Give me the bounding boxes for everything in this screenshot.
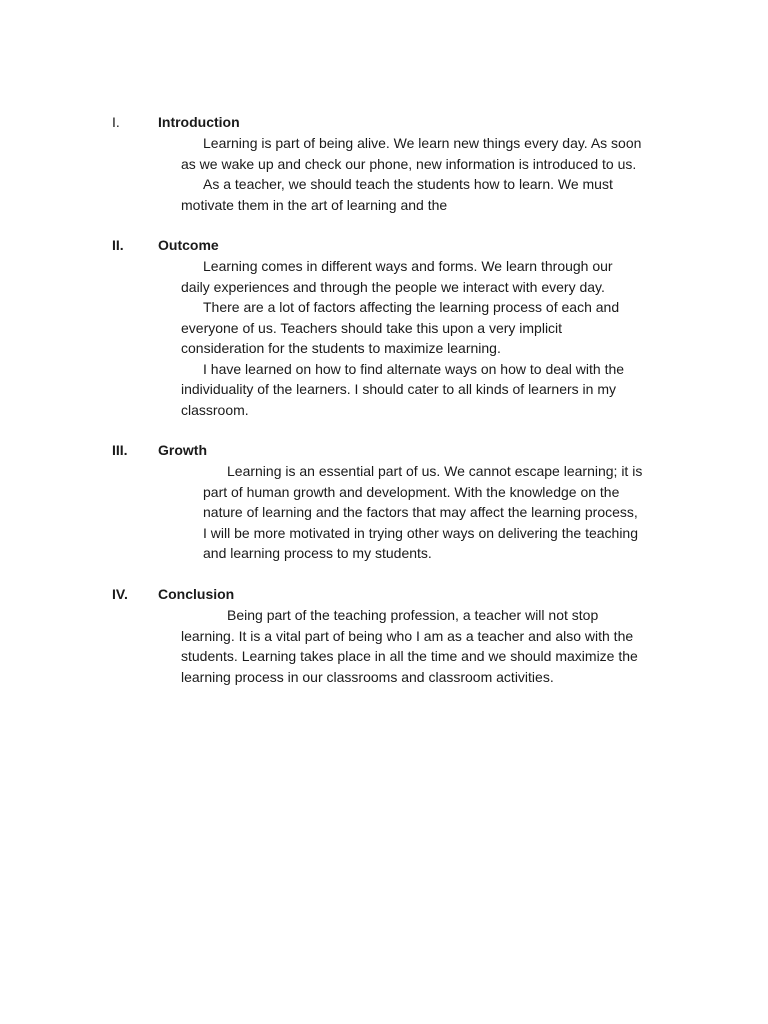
paragraph-line: There are a lot of factors affecting the learning process of each and (203, 299, 620, 315)
paragraph-line: motivate them in the art of learning and the (181, 196, 448, 213)
paragraph-line: everyone of us. Teachers should take this upon a very implicit (181, 319, 563, 336)
paragraph-line: daily experiences and through the people we interact with every day. (181, 278, 605, 295)
paragraph-line: As a teacher, we should teach the students how to learn. We must (203, 176, 613, 192)
section-heading: Growth (158, 442, 207, 458)
paragraph-line: Learning is an essential part of us. We cannot escape learning; it is (227, 463, 643, 479)
paragraph-line: Learning comes in different ways and forms. We learn through our (203, 258, 613, 274)
section-heading: Introduction (158, 114, 240, 130)
paragraph-line: individuality of the learners. I should cater to all kinds of learners in my (181, 381, 616, 397)
paragraph-line: as we wake up and check our phone, new information is introduced to us. (181, 155, 637, 172)
paragraph-line: part of human growth and development. With the knowledge on the (203, 483, 620, 500)
section-numeral: III. (112, 442, 128, 458)
paragraph-line: learning. It is a vital part of being who I am as a teacher and also with the (181, 627, 634, 644)
paragraph-line: learning process in our classrooms and classroom activities. (181, 668, 554, 685)
paragraph-line: students. Learning takes place in all the time and we should maximize the (181, 648, 638, 664)
paragraph-line: I have learned on how to find alternate ways on how to deal with the (203, 360, 625, 377)
section-numeral: II. (112, 237, 124, 253)
paragraph-line: classroom. (181, 401, 249, 418)
section-heading: Conclusion (158, 586, 235, 602)
paragraph-line: Being part of the teaching profession, a teacher will not stop (227, 607, 599, 623)
paragraph-line: and learning process to my students. (203, 545, 432, 561)
paragraph-line: I will be more motivated in trying other ways on delivering the teaching (203, 524, 638, 541)
section-numeral: I. (112, 114, 120, 130)
paragraph-line: consideration for the students to maximize learning. (181, 340, 501, 356)
section-numeral: IV. (112, 586, 128, 602)
paragraph-line: nature of learning and the factors that may affect the learning process, (203, 504, 638, 520)
section-heading: Outcome (158, 237, 219, 253)
paragraph-line: Learning is part of being alive. We learn new things every day. As soon (203, 135, 642, 151)
